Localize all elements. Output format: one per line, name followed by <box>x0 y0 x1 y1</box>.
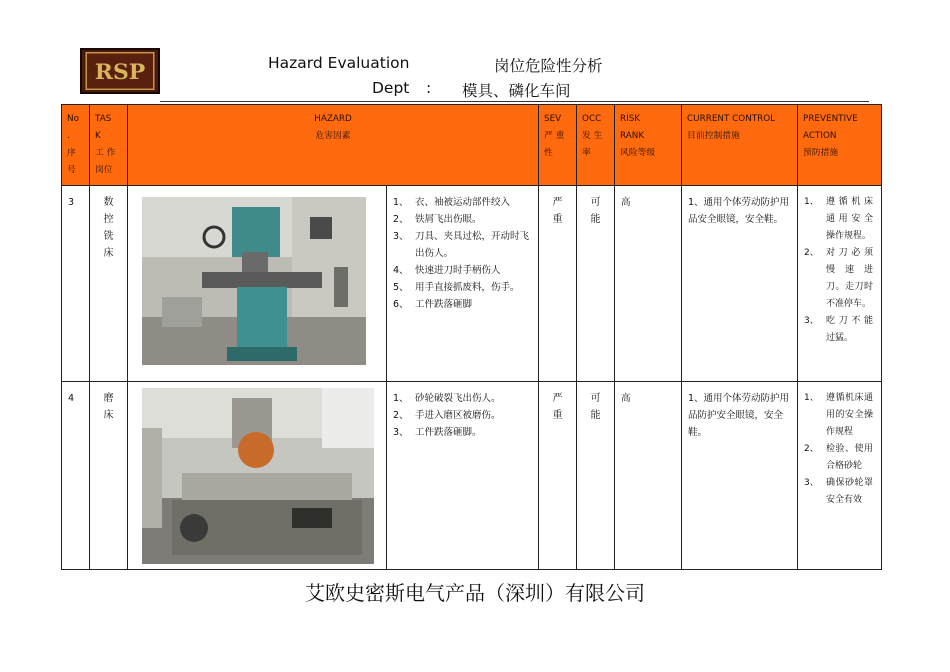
dept-colon: : <box>426 79 432 97</box>
header-text: 工 作 <box>95 148 116 158</box>
occ-char: 能 <box>590 410 601 421</box>
header-text: K <box>95 131 101 141</box>
item-text: 砂轮破裂飞出伤人。 <box>415 393 501 404</box>
dept-label: Dept <box>372 79 410 97</box>
occ-char: 能 <box>590 214 601 225</box>
hazard-table <box>61 104 882 570</box>
row-occ <box>577 382 615 570</box>
item-text: 工件跌落砸脚。 <box>415 427 482 438</box>
header-text: PREVENTIVE <box>803 114 858 124</box>
preventive-item <box>804 441 873 475</box>
task-char: 控 <box>103 214 114 225</box>
item-text: 用手直接抓废料，伤手。 <box>415 282 520 293</box>
item-number: 3、 <box>393 427 409 438</box>
item-text: 遵 循 机 床 通 用 安 全 操作规程。 <box>826 197 874 241</box>
preventive-item <box>804 313 873 347</box>
row-sev <box>539 186 577 382</box>
item-number: 2、 <box>393 410 409 421</box>
item-number: 3、 <box>393 231 409 242</box>
item-text: 衣、袖被运动部件绞入 <box>415 197 511 208</box>
svg-text:RSP: RSP <box>94 59 146 86</box>
company-footer: 艾欧史密斯电气产品（深圳）有限公司 <box>305 581 645 605</box>
col-task-header <box>90 105 128 186</box>
header-text: 序 <box>67 148 76 158</box>
row-task <box>90 186 128 382</box>
sev-char: 重 <box>552 410 563 421</box>
header-text: HAZARD <box>314 114 352 124</box>
row-risk: 高 <box>615 186 682 382</box>
col-control-header <box>682 105 798 186</box>
row-control: 1、通用个体劳动防护用品安全眼镜，安全鞋。 <box>682 186 798 382</box>
header-text: ACTION <box>803 131 837 141</box>
item-text: 手进入磨区被磨伤。 <box>415 410 501 421</box>
row-hazards <box>387 382 539 570</box>
row-risk: 高 <box>615 382 682 570</box>
col-no-header <box>62 105 90 186</box>
header-text: TAS <box>95 114 112 124</box>
item-number: 2、 <box>804 248 819 258</box>
occ-char: 可 <box>590 197 601 208</box>
col-preventive-header <box>798 105 882 186</box>
title-chinese: 岗位危险性分析 <box>494 57 603 75</box>
milling-machine-photo <box>142 197 366 365</box>
sev-char: 严 <box>552 197 563 208</box>
header-text: 预防措施 <box>803 148 839 158</box>
header-text: 危害因素 <box>315 131 351 141</box>
item-text: 遵循机床通用的安全操作规程 <box>826 393 874 437</box>
row-occ <box>577 186 615 382</box>
col-risk-header <box>615 105 682 186</box>
item-number: 4、 <box>393 265 409 276</box>
table-row <box>62 186 882 382</box>
header-text: 岗位 <box>95 165 113 175</box>
task-char: 床 <box>103 248 114 259</box>
header-text: 目前控制措施 <box>687 131 740 141</box>
header-text: RANK <box>620 131 645 141</box>
preventive-item <box>804 245 873 313</box>
row-no: 3 <box>62 186 90 382</box>
company-logo <box>80 48 160 94</box>
header-text: CURRENT CONTROL <box>687 114 776 124</box>
item-number: 3、 <box>804 478 819 488</box>
preventive-item <box>804 475 873 509</box>
row-preventive <box>798 382 882 570</box>
grinding-machine-photo <box>142 388 374 564</box>
title-english: Hazard Evaluation <box>268 54 410 72</box>
item-number: 2、 <box>804 444 819 454</box>
item-number: 1、 <box>393 197 409 208</box>
sev-char: 严 <box>552 393 563 404</box>
header-rule <box>160 101 869 102</box>
task-char: 数 <box>103 197 114 208</box>
header-text: 严 重 <box>544 131 565 141</box>
preventive-item <box>804 194 873 245</box>
col-sev-header <box>539 105 577 186</box>
occ-char: 可 <box>590 393 601 404</box>
table-row <box>62 382 882 570</box>
header-text: SEV <box>544 114 562 124</box>
item-number: 1、 <box>804 197 819 207</box>
hazard-item <box>393 424 530 441</box>
header-text: 率 <box>582 148 591 158</box>
item-text: 吃 刀 不 能 过猛。 <box>826 316 874 343</box>
item-text: 快速进刀时手柄伤人 <box>415 265 501 276</box>
row-photo <box>128 382 387 570</box>
row-preventive <box>798 186 882 382</box>
header-text: 发 生 <box>582 131 603 141</box>
col-occ-header <box>577 105 615 186</box>
hazard-item <box>393 390 530 407</box>
hazard-item <box>393 262 530 279</box>
rsp-logo-icon <box>82 50 158 92</box>
hazard-item <box>393 296 530 313</box>
item-number: 6、 <box>393 299 409 310</box>
item-text: 确保砂轮罩安全有效 <box>826 478 874 505</box>
col-hazard-header <box>128 105 539 186</box>
row-task <box>90 382 128 570</box>
task-char: 床 <box>103 410 114 421</box>
item-text: 检验、使用合格砂轮 <box>826 444 874 471</box>
row-hazards <box>387 186 539 382</box>
row-no: 4 <box>62 382 90 570</box>
preventive-item <box>804 390 873 441</box>
item-number: 2、 <box>393 214 409 225</box>
header-text: 性 <box>544 148 553 158</box>
row-photo <box>128 186 387 382</box>
task-char: 磨 <box>103 393 114 404</box>
header-text: No <box>67 114 79 124</box>
header-text: 号 <box>67 165 76 175</box>
item-number: 5、 <box>393 282 409 293</box>
item-text: 对 刀 必 须 慢 速 进 刀。走刀时不准停车。 <box>826 248 874 309</box>
hazard-item <box>393 228 530 262</box>
item-text: 工件跌落砸脚 <box>415 299 473 310</box>
item-number: 1、 <box>804 393 819 403</box>
hazard-item <box>393 279 530 296</box>
header-text: . <box>67 131 70 141</box>
header-text: OCC <box>582 114 602 124</box>
item-number: 3、 <box>804 316 819 326</box>
item-text: 铁屑飞出伤眼。 <box>415 214 482 225</box>
hazard-item <box>393 211 530 228</box>
row-control: 1、通用个体劳动防护用品防护安全眼镜，安全鞋。 <box>682 382 798 570</box>
item-text: 刀具、夹具过松，开动时飞出伤人。 <box>415 231 530 259</box>
hazard-item <box>393 407 530 424</box>
row-sev <box>539 382 577 570</box>
header-text: 风险等级 <box>620 148 656 158</box>
header-text: RISK <box>620 114 641 124</box>
hazard-item <box>393 194 530 211</box>
table-header-row <box>62 105 882 186</box>
sev-char: 重 <box>552 214 563 225</box>
task-char: 铣 <box>103 231 114 242</box>
item-number: 1、 <box>393 393 409 404</box>
dept-value: 模具、磷化车间 <box>462 82 571 100</box>
